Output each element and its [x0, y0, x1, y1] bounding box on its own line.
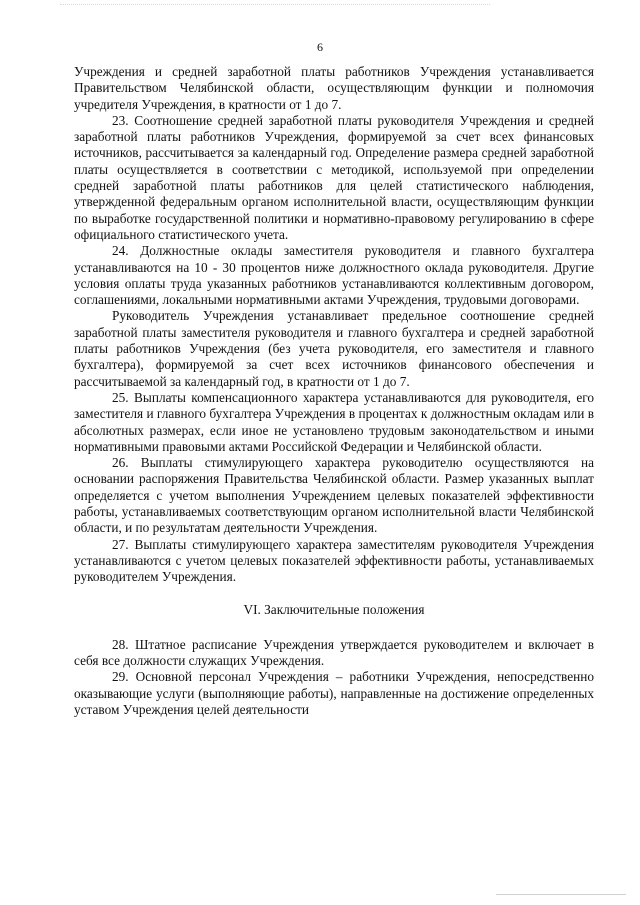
- paragraph-23: 23. Соотношение средней заработной платы руководителя Учреждения и средней заработной платы работников Учреждения, формируемой за счет всех финансовых источников, рассчитывается за календарный год. Определение размера средней заработной платы осуществляется в соответствии с методикой, используемой при определении средней заработной платы работников для целей статистического наблюдения, утвержденной федеральным органом исполнительной власти, осуществляющим функции по выработке государственной политики и нормативно-правовому регулированию в сфере официального статистического учета.: [74, 112, 594, 242]
- page-number: 6: [317, 40, 323, 54]
- scan-artifact-bottom: [496, 894, 626, 897]
- scan-artifact-top: [60, 4, 490, 11]
- paragraph-29: 29. Основной персонал Учреждения – работники Учреждения, непосредственно оказывающие услуги (выполняющие работы), направленные на достижение определенных уставом Учреждения целей деятельности: [74, 669, 594, 717]
- document-body: [74, 64, 594, 718]
- paragraph-26: 26. Выплаты стимулирующего характера руководителю осуществляются на основании распоряжения Правительства Челябинской области. Размер указанных выплат определяется с учетом выполнения Учреждением целевых показателей эффективности работы, устанавливаемых соответствующим органом исполнительной власти Челябинской области, и по результатам деятельности Учреждения.: [74, 455, 594, 536]
- paragraph-27: 27. Выплаты стимулирующего характера заместителям руководителя Учреждения устанавливаются с учетом целевых показателей эффективности работы, устанавливаемых руководителем Учреждения.: [74, 536, 594, 585]
- section-heading: VI. Заключительные положения: [243, 601, 425, 617]
- paragraph-24-cont: Руководитель Учреждения устанавливает предельное соотношение средней заработной платы заместителя руководителя и главного бухгалтера и средней заработной платы работников Учреждения (без учета руководителя, его заместителя и главного бухгалтера), формируемой за счет всех источников финансового обеспечения и рассчитываемой за календарный год, в кратности от 1 до 7.: [74, 308, 594, 389]
- paragraph-continuation: Учреждения и средней заработной платы работников Учреждения устанавливается Правительством Челябинской области, осуществляющим функции и полномочия учредителя Учреждения, в кратности от 1 до 7.: [74, 64, 594, 112]
- paragraph-25: 25. Выплаты компенсационного характера устанавливаются для руководителя, его заместителя и главного бухгалтера Учреждения в процентах к должностным окладам или в абсолютных размерах, если иное не установлено трудовым законодательством и иными нормативными правовыми актами Российской Федерации и Челябинской области.: [74, 389, 594, 454]
- paragraph-24: 24. Должностные оклады заместителя руководителя и главного бухгалтера устанавливаются на 10 - 30 процентов ниже должностного оклада руководителя. Другие условия оплаты труда указанных работников устанавливаются коллективным договором, соглашениями, локальными нормативными актами Учреждения, трудовыми договорами.: [74, 243, 594, 308]
- paragraph-28: 28. Штатное расписание Учреждения утверждается руководителем и включает в себя все должности служащих Учреждения.: [74, 636, 594, 669]
